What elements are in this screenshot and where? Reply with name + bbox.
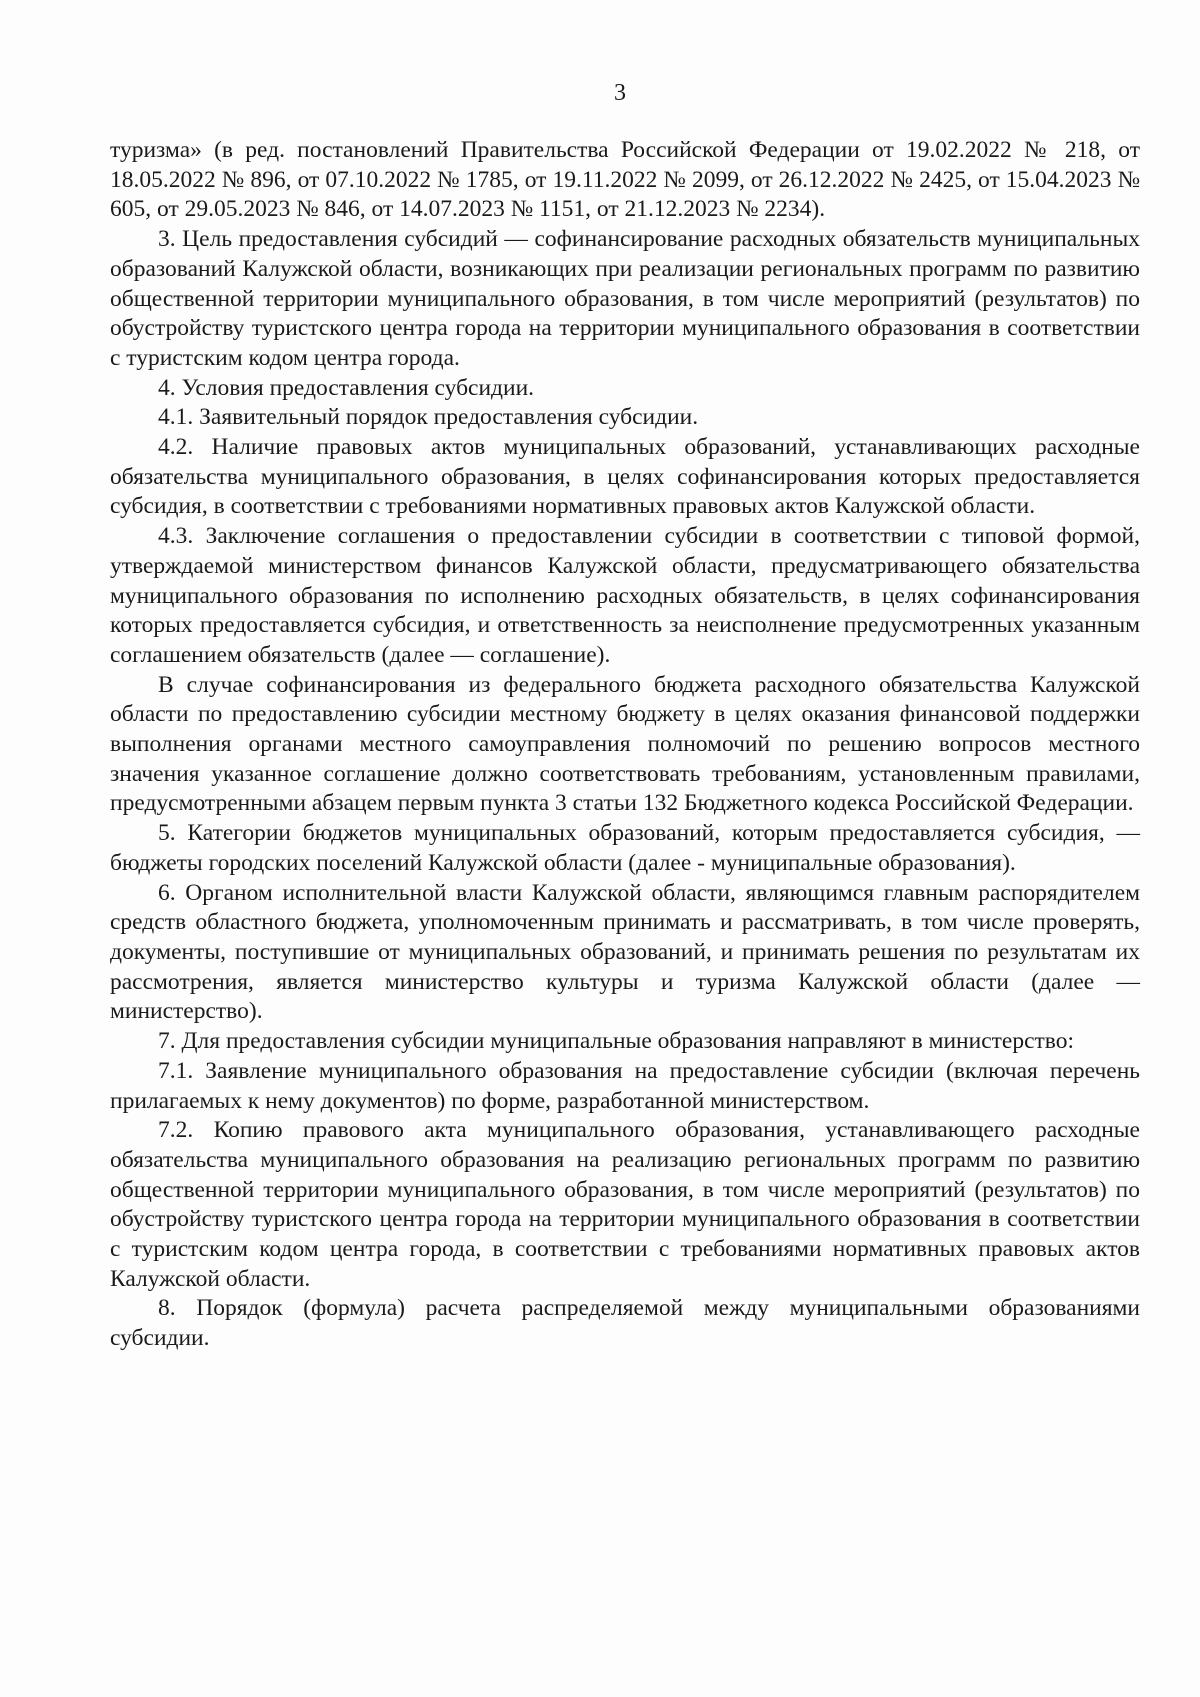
paragraph-6: 6. Органом исполнительной власти Калужской области, являющимся главным распорядителем средств областного бюджета, уполномоченным принимать и рассматривать, в том числе проверять, документы, поступившие от муниципальных образований, и принимать решения по результатам их рассмотрения, является министерство культуры и туризма Калужской области (далее — министерство). [110,879,1140,1025]
paragraph-7-1: 7.1. Заявление муниципального образования на предоставление субсидии (включая перечень прилагаемых к нему документов) по форме, разработанной министерством. [110,1057,1140,1114]
paragraph-4-1: 4.1. Заявительный порядок предоставления субсидии. [158,404,699,431]
paragraph-4-3: 4.3. Заключение соглашения о предоставлении субсидии в соответствии с типовой формой, утверждаемой министерством финансов Калужской области, предусматривающего обязательства муниципального образования по исполнению расходных обязательств, в целях софинансирования которых предоставляется субсидия, и ответственность за неисполнение предусмотренных указанным соглашением обязательств (далее — соглашение). [110,523,1140,668]
paragraph-4-3-cofinancing: В случае софинансирования из федерального бюджета расходного обязательства Калужской области по предоставлению субсидии местному бюджету в целях оказания финансовой поддержки выполнения органами местного самоуправления полномочий по решению вопросов местного значения указанное соглашение должно соответствовать требованиям, установленным правилами, предусмотренными абзацем первым пункта 3 статьи 132 Бюджетного кодекса Российской Федерации. [110,671,1140,817]
paragraph-7: 7. Для предоставления субсидии муниципальные образования направляют в министерство: [158,1028,1075,1055]
paragraph-continuation: туризма» (в ред. постановлений Правительства Российской Федерации от 19.02.2022 № 218, от 18.05.2022 № 896, от 07.10.2022 № 1785, от 19.11.2022 № 2099, от 26.12.2022 № 2425, от 15.04.2023 № 605, от 29.05.2023 № 846, от 14.07.2023 № 1151, от 21.12.2023 № 2234). [110,137,1140,223]
paragraph-4: 4. Условия предоставления субсидии. [158,374,535,401]
paragraph-7-2: 7.2. Копию правового акта муниципального образования, устанавливающего расходные обязательства муниципального образования на реализацию региональных программ по развитию общественной территории муниципального образования, в том числе мероприятий (результатов) по обустройству туристского центра города на территории муниципального образования в соответствии с туристским кодом центра города, в соответствии с требованиями нормативных правовых актов Калужской области. [110,1117,1140,1292]
paragraph-3: 3. Цель предоставления субсидий — софинансирование расходных обязательств муниципальных образований Калужской области, возникающих при реализации региональных программ по развитию общественной территории муниципального образования, в том числе мероприятий (результатов) по обустройству туристского центра города на территории муниципального образования в соответствии с туристским кодом центра города. [110,226,1140,371]
paragraph-4-2: 4.2. Наличие правовых актов муниципальных образований, устанавливающих расходные обязательства муниципального образования, в целях софинансирования которых предоставляется субсидия, в соответствии с требованиями нормативных правовых актов Калужской области. [110,434,1140,520]
paragraph-8: 8. Порядок (формула) расчета распределяемой между муниципальными образованиями субсидии. [110,1295,1140,1352]
page-number: 3 [614,80,626,106]
document-body [110,136,1140,1354]
paragraph-5: 5. Категории бюджетов муниципальных образований, которым предоставляется субсидия, — бюджеты городских поселений Калужской области (далее - муниципальные образования). [110,820,1140,876]
